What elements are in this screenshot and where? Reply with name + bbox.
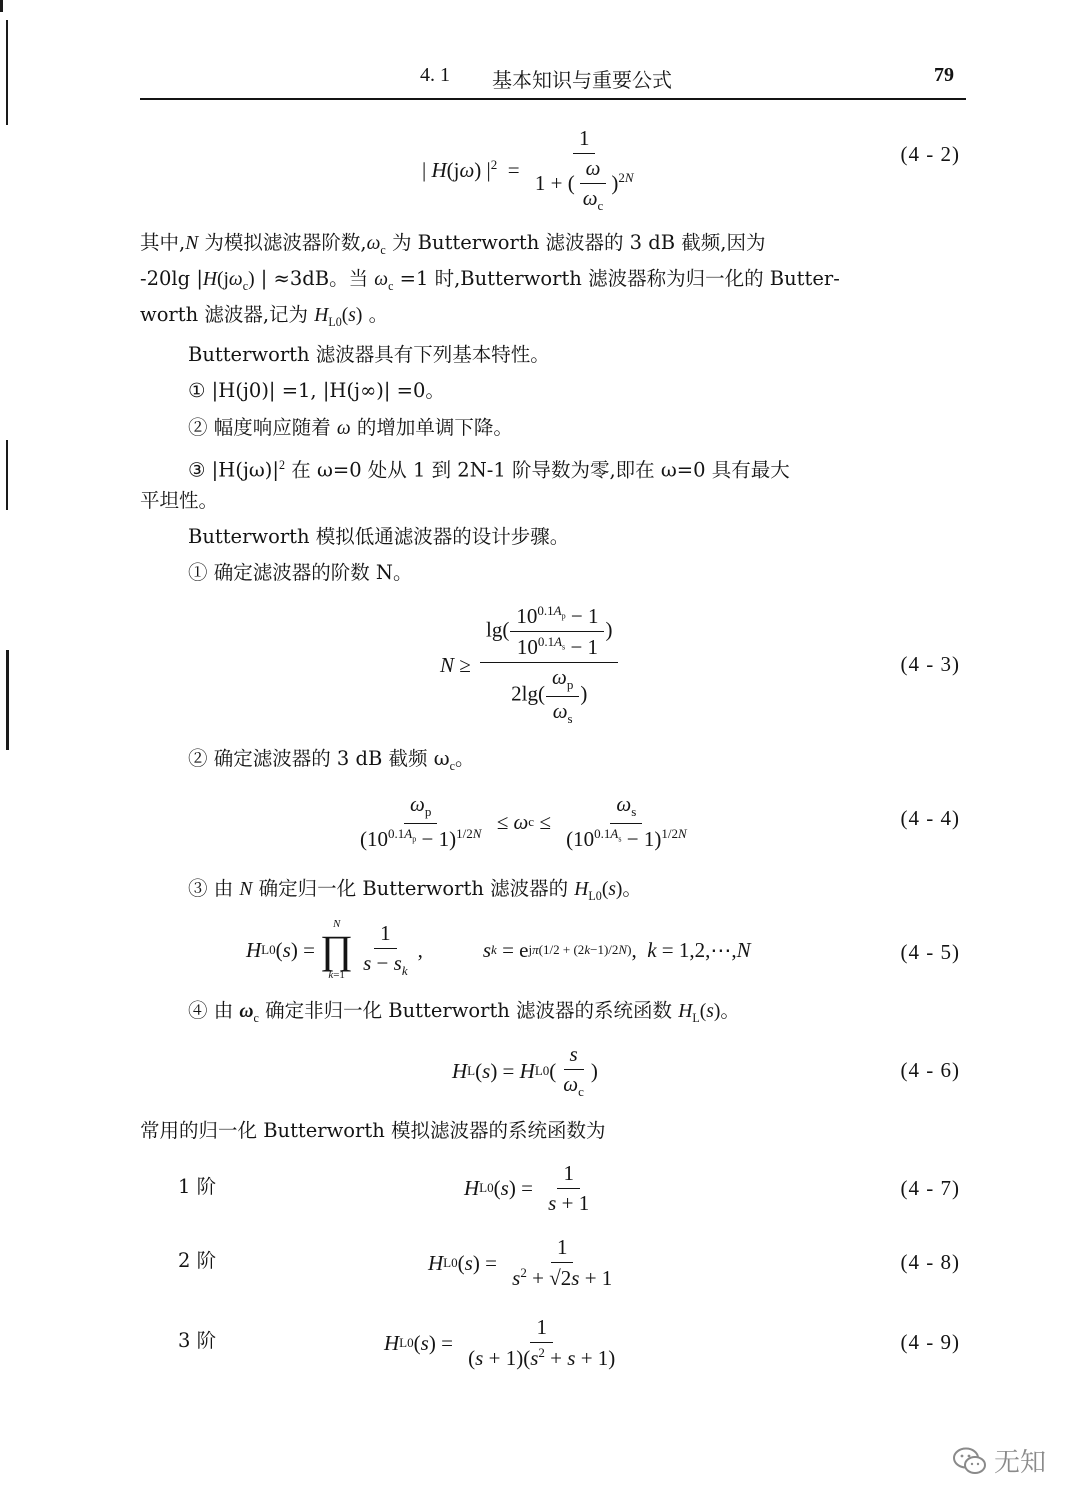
- watermark-text: 无知: [994, 1448, 1047, 1478]
- paragraph-line: worth 滤波器,记为 $H_{L0}(s)$ 。: [140, 303, 389, 329]
- properties-intro: Butterworth 滤波器具有下列基本特性。: [188, 343, 550, 366]
- order-label: 1 阶: [178, 1175, 217, 1198]
- property-2: ② 幅度响应随着 ω 的增加单调下降。: [188, 416, 513, 439]
- equation-4-7: H L0 ( s ) = $\frac{1}{s + 1}$: [464, 1160, 590, 1215]
- wechat-icon: [952, 1446, 988, 1476]
- equation-number: (4 - 7): [900, 1176, 960, 1200]
- scan-mark: [6, 20, 8, 125]
- equation-4-9: H L0 ( s ) = $\frac{1}{(s + 1)(s^2 + s + 1)}$: [384, 1315, 616, 1370]
- header-rule: [140, 98, 966, 100]
- property-3: ③ $|H(j\omega)|^2$ 在 ω=0 处从 1 到 2N-1 阶导数为零,即在 ω=0 具有最大: [188, 458, 790, 482]
- property-1: ① |H(j0)| =1, |H(j∞)| =0。: [188, 379, 445, 402]
- equation-number: (4 - 8): [900, 1250, 960, 1274]
- paragraph-line: -20lg $|H(j\omega_c)$ | ≈3dB。当 $\omega_c =1$ 时,Butterworth 滤波器称为归一化的 Butter-: [140, 267, 840, 293]
- scan-mark: [0, 0, 3, 12]
- step-3: ③ 由 N 确定归一化 Butterworth 滤波器的 $H_{L0}(s)$。: [188, 877, 642, 903]
- page-number: 79: [934, 64, 954, 86]
- equation-4-2: | H(jω) $|^2$ = 1 1 + ( $\frac{\omega}{\omega_c}$ )$^{2N}$: [422, 125, 634, 214]
- watermark: [952, 1442, 1046, 1479]
- property-3-cont: 平坦性。: [140, 489, 219, 512]
- scan-mark: [6, 650, 9, 750]
- header-section: 4. 1: [420, 64, 450, 86]
- equation-4-4: $\frac{\omega_p}{(10^{0.1A_p} - 1)^{1/2N}}$ ≤ ω c ≤ $\frac{\omega_s}{(10^{0.1A_s} - 1)^{1/2N}}$: [360, 792, 687, 851]
- equation-4-6: H L ( s ) = H L0 ( $\frac{s}{\omega_c}$ ): [452, 1041, 598, 1100]
- equation-number: (4 - 9): [900, 1330, 960, 1354]
- scan-mark: [6, 440, 8, 510]
- equation-4-5: H L0 ( s ) = N ∏ k=1 $\frac{1}{s - s_k}$ , s k = e jπ(1/2 + (2k−1)/2N) , k = 1,2,⋯, N: [246, 918, 751, 981]
- step-2: ② 确定滤波器的 3 dB 截频 $\omega_c$。: [188, 747, 475, 773]
- steps-intro: Butterworth 模拟低通滤波器的设计步骤。: [188, 525, 570, 548]
- header-title: 基本知识与重要公式: [492, 68, 672, 92]
- common-intro: 常用的归一化 Butterworth 模拟滤波器的系统函数为: [140, 1119, 606, 1142]
- order-label: 2 阶: [178, 1249, 217, 1272]
- order-label: 3 阶: [178, 1329, 217, 1352]
- step-4: ④ 由 $\omega_c$ 确定非归一化 Butterworth 滤波器的系统函数 $H_L(s)$。: [188, 999, 740, 1025]
- equation-number: (4 - 2): [900, 142, 960, 166]
- equation-4-8: H L0 ( s ) = $\frac{1}{s^2 + √2s + 1}$: [428, 1235, 613, 1290]
- equation-number: (4 - 4): [900, 806, 960, 830]
- paragraph-line: 其中,N 为模拟滤波器阶数$,\omega_c$ 为 Butterworth 滤波器的 3 dB 截频,因为: [140, 231, 766, 257]
- equation-number: (4 - 6): [900, 1058, 960, 1082]
- step-1: ① 确定滤波器的阶数 N。: [188, 561, 413, 584]
- equation-4-3: N ≥ lg( $\frac{10^{0.1A_p} - 1}{10^{0.1A_s} - 1}$ ) 2lg( $\frac{\omega_p}{\omega_s}$ ): [440, 600, 622, 730]
- running-header: [140, 62, 966, 102]
- equation-number: (4 - 5): [900, 940, 960, 964]
- equation-number: (4 - 3): [900, 652, 960, 676]
